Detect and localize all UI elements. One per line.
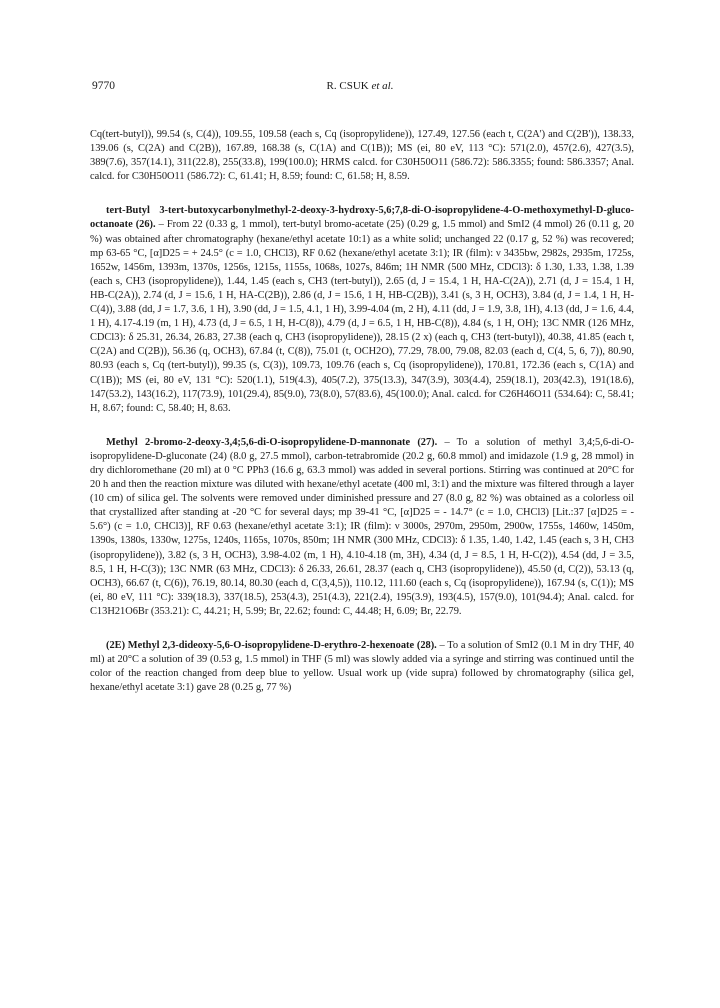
paragraph-text: – From 22 (0.33 g, 1 mmol), tert-butyl bromo-acetate (25) (0.29 g, 1.5 mmol) and SmI2 (4 mmol) 26 (0.11 g, 20 %) was obtained after chromatography (hexane/ethyl acetate 10:1) as a white solid; unchanged 22 (0.17 g, 52 %) was recovered; mp 63-65 °C, [α]D25 = + 24.5° (c = 1.0, CHCl3), RF 0.62 (hexane/ethyl acetate 3:1); IR (film): ν 3435bw, 2982s, 2935m, 1725s, 1652w, 1456m, 1393m, 1370s, 1256s, 1215s, 1155s, 1068s, 1027s, 846m; 1H NMR (500 MHz, CDCl3): δ 1.30, 1.33, 1.38, 1.39 (each s, CH3 (isopropylidene)), 1.44, 1.45 (each s, CH3 (tert-butyl)), 2.65 (d, J = 15.4, 1 H, HA-C(2A)), 2.71 (d, J = 15.4, 1 H, HB-C(2A)), 2.74 (d, J = 15.6, 1 H, HA-C(2B)), 2.86 (d, J = 15.6, 1 H, HB-C(2B)), 3.41 (s, 3 H, OCH3), 3.84 (d, J = 1.4, 1 H, H-C(4)), 3.88 (dd, J = 1.7, 3.6, 1 H), 3.90 (dd, J = 1.5, 4.1, 1 H), 3.99-4.04 (m, 2 H), 4.11 (dd, J = 1.9, 3.8, 1H), 4.13 (dd, J = 1.6, 4.4, 1 H), 4.17-4.19 (m, 1 H), 4.73 (d, J = 6.5, 1 H, H-C(8)), 4.79 (d, J = 6.5, 1 H, HB-C(8)), 4.84 (s, 1 H, OH); 13C NMR (126 MHz, CDCl3): δ 25.31, 26.34, 26.83, 27.38 (each q, CH3 (isopropylidene)), 28.15 (2 x) (each q, CH3 (tert-butyl)), 40.38, 41.85 (each t, C(2A) and C(2B)), 56.36 (q, OCH3), 67.84 (t, C(8)), 75.01 (t, OCH2O), 77.29, 78.00, 79.08, 82.03 (each d, C(4, 5, 6, 7)), 80.90, 80.93 (each s, Cq (tert-butyl)), 99.35 (s, C(3)), 109.73, 109.76 (each s, Cq (isopropylidene)), 170.81, 172.36 (each s, C(1A) and C(1B)); MS (ei, 80 eV, 131 °C): 520(1.1), 519(4.3), 405(7.2), 375(13.3), 347(3.9), 303(4.4), 259(18.1), 203(42.3), 191(18.6), 147(53.2), 143(16.2), 117(73.9), 101(29.4), 85(9.0), 73(8.0), 57(83.6), 45(100.0); Anal. calcd. for C26H46O11 (534.64): C, 58.41; H, 8.67; found: C, 58.40; H, 8.63.: [90, 219, 634, 414]
paragraph-text: – To a solution of SmI2 (0.1 M in dry THF, 40 ml) at 20°C a solution of 39 (0.53 g, 1.5 mmol) in THF (5 ml) was slowly added via a syringe and stirring was continued until the color of the reaction changed from deep blue to yellow. Usual work up (vide supra) followed by chromatography (silica gel, hexane/ethyl acetate 3:1) gave 28 (0.25 g, 77 %): [90, 640, 635, 694]
running-head-etal: et al.: [371, 80, 394, 92]
compound-title: tert-Butyl 3-tert-butoxycarbonylmethyl-2-deoxy-3-hydroxy-5,6;7,8-di-O-isopropylidene-4-O-methoxymethyl-D-gluco-octanoate (26).: [90, 205, 634, 231]
page-number: 9770: [92, 80, 115, 92]
running-head-author-surname: SUK: [346, 80, 369, 92]
paragraph-text: – To a solution of methyl 3,4;5,6-di-O-isopropylidene-D-gluconate (24) (8.0 g, 27.5 mmol), carbon-tetrabromide (20.2 g, 60.8 mmol) and imidazole (1.9 g, 28 mmol) in dry dichloromethane (20 ml) at 0 °C PPh3 (16.6 g, 63.3 mmol) was added in several portions. Stirring was continued at 20°C for 20 h and then the reaction mixture was diluted with hexane/ethyl acetate (400 ml, 3:1) and the mixture was filtered through a layer (10 cm) of silica gel. The solvents were removed under diminished pressure and 27 (8.0 g, 82 %) was obtained as a colorless oil that crystallized after standing at -20 °C for several days; mp 39-41 °C, [α]D25 = - 14.7° (c = 1.0, CHCl3) [Lit.:37 [α]D25 = - 5.6°) (c = 1.0, CHCl3)], RF 0.63 (hexane/ethyl acetate 3:1); IR (film): ν 3000s, 2970m, 2950m, 2900w, 1755s, 1460w, 1450m, 1390s, 1380s, 1330w, 1275s, 1240s, 1165s, 1070s, 850m; 1H NMR (300 MHz, CDCl3): δ 1.35, 1.40, 1.42, 1.45 (each s, 3 H, CH3 (isopropylidene)), 3.82 (s, 3 H, OCH3), 3.98-4.02 (m, 1 H), 4.10-4.18 (m, 3H), 4.34 (d, J = 8.5, 1 H, H-C(2)), 4.54 (dd, J = 3.5, 8.5, 1 H, H-C(3)); 13C NMR (63 MHz, CDCl3): δ 26.33, 26.61, 28.37 (each q, CH3 (isopropylidene)), 45.50 (d, C(2)), 53.13 (q, OCH3), 66.67 (t, C(6)), 76.19, 80.14, 80.30 (each d, C(3,4,5)), 110.12, 111.60 (each s, Cq (isopropylidene)), 167.94 (s, C(1)); MS (ei, 80 eV, 111 °C): 339(18.3), 337(18.5), 253(4.3), 251(4.3), 221(2.4), 195(3.9), 193(4.5), 157(9.0), 101(94.4); Anal. calcd. for C13H21O6Br (353.21): C, 44.21; H, 5.99; Br, 22.62; found: C, 44.48; H, 6.09; Br, 22.79.: [90, 436, 634, 617]
running-head-author-initial: R. C: [326, 80, 347, 92]
compound-title: (2E) Methyl 2,3-dideoxy-5,6-O-isopropylidene-D-erythro-2-hexenoate (28).: [106, 640, 437, 651]
running-head: [0, 80, 720, 92]
paragraph-compound-27: [90, 436, 634, 619]
paragraph-compound-26: [90, 204, 634, 415]
paragraph-continuation: [90, 128, 634, 184]
paragraph-compound-28: [90, 639, 634, 695]
article-body: [90, 128, 634, 715]
compound-title: Methyl 2-bromo-2-deoxy-3,4;5,6-di-O-isopropylidene-D-mannonate (27).: [106, 436, 438, 448]
paragraph-text: Cq(tert-butyl)), 99.54 (s, C(4)), 109.55, 109.58 (each s, Cq (isopropylidene)), 127.49, 127.56 (each t, C(2A') and C(2B')), 138.33, 139.06 (s, C(2A) and C(2B)), 167.89, 168.38 (s, C(1A) and C(1B)); MS (ei, 80 eV, 113 °C): 571(2.0), 457(2.6), 427(3.5), 389(7.6), 357(14.1), 311(22.8), 255(33.8), 199(100.0); HRMS calcd. for C30H50O11 (586.72): 586.3355; found: 586.3357; Anal. calcd. for C30H50O11 (586.72): C, 61.41; H, 8.59; found: C, 61.58; H, 8.59.: [90, 129, 634, 183]
